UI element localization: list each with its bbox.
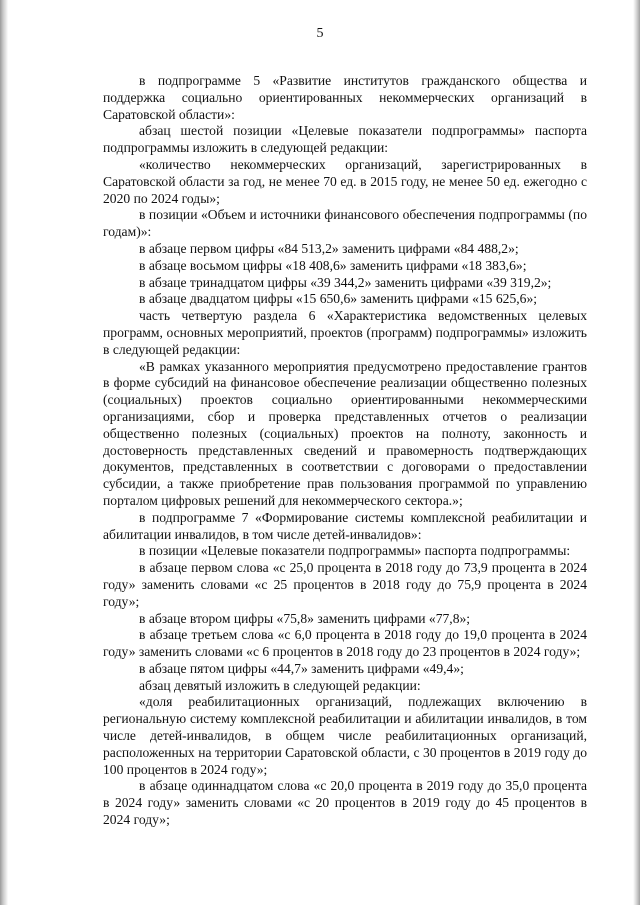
scan-edge-left [0, 0, 8, 905]
paragraph: в абзаце третьем слова «с 6,0 процента в 2018 году до 19,0 процента в 2024 году» заменить словами «с 6 процентов в 2018 году до 23 процентов в 2024 году»; [103, 627, 587, 660]
paragraph: в позиции «Объем и источники финансового обеспечения подпрограммы (по годам)»: [103, 207, 587, 240]
paragraph: в абзаце двадцатом цифры «15 650,6» заменить цифрами «15 625,6»; [139, 291, 538, 307]
paragraph: в подпрограмме 5 «Развитие институтов гражданского общества и поддержка социально ориентированных некоммерческих организаций в Саратовской области»: [103, 73, 587, 122]
paragraph: в абзаце первом цифры «84 513,2» заменить цифрами «84 488,2»; [139, 240, 519, 256]
paragraph: «доля реабилитационных организаций, подлежащих включению в региональную систему комплексной реабилитации и абилитации инвалидов, в том числе детей-инвалидов, в общем числе реабилитационных организаций, расположенных на территории Саратовской области, с 30 процентов в 2019 году до 100 процентов в 2024 году»; [103, 694, 587, 777]
document-body [103, 73, 587, 829]
paragraph: в абзаце восьмом цифры «18 408,6» заменить цифрами «18 383,6»; [139, 257, 527, 273]
paragraph: абзац шестой позиции «Целевые показатели подпрограммы» паспорта подпрограммы изложить в следующей редакции: [103, 123, 587, 156]
paragraph: «В рамках указанного мероприятия предусмотрено предоставление грантов в форме субсидий на финансовое обеспечение реализации общественно полезных (социальных) проектов социально ориентированными некоммерческими организациями, сбор и проверка представленных отчетов о реализации общественно полезных (социальных) проектов на полноту, законность и достоверность представленных сведений и правомерность подтверждающих документов, представленных в соответствии с договорами о предоставлении субсидии, а также приобретение прав пользования программой по управлению порталом цифровых решений для некоммерческого сектора.»; [103, 358, 587, 508]
scan-edge-right [633, 0, 640, 905]
paragraph: в позиции «Целевые показатели подпрограммы» паспорта подпрограммы: [139, 543, 571, 559]
paragraph: абзац девятый изложить в следующей редакции: [139, 677, 421, 693]
paragraph: в абзаце тринадцатом цифры «39 344,2» заменить цифрами «39 319,2»; [139, 274, 552, 290]
paragraph: в абзаце одиннадцатом слова «с 20,0 процента в 2019 году до 35,0 процента в 2024 году» заменить словами «с 20 процентов в 2019 году до 45 процентов в 2024 году»; [103, 778, 587, 828]
page-number: 5 [316, 26, 324, 41]
paragraph: часть четвертую раздела 6 «Характеристика ведомственных целевых программ, основных мероприятий, проектов (программ) подпрограммы» изложить в следующей редакции: [103, 308, 587, 357]
paragraph: «количество некоммерческих организаций, зарегистрированных в Саратовской области за год, не менее 70 ед. в 2015 году, не менее 50 ед. ежегодно с 2020 по 2024 годы»; [103, 156, 587, 206]
paragraph: в абзаце первом слова «с 25,0 процента в 2018 году до 73,9 процента в 2024 году» заменить словами «с 25 процентов в 2018 году до 75,9 процента в 2024 году»; [103, 560, 587, 609]
paragraph: в подпрограмме 7 «Формирование системы комплексной реабилитации и абилитации инвалидов, в том числе детей-инвалидов»: [103, 509, 587, 542]
paragraph: в абзаце пятом цифры «44,7» заменить цифрами «49,4»; [139, 660, 464, 676]
paragraph: в абзаце втором цифры «75,8» заменить цифрами «77,8»; [139, 610, 471, 626]
